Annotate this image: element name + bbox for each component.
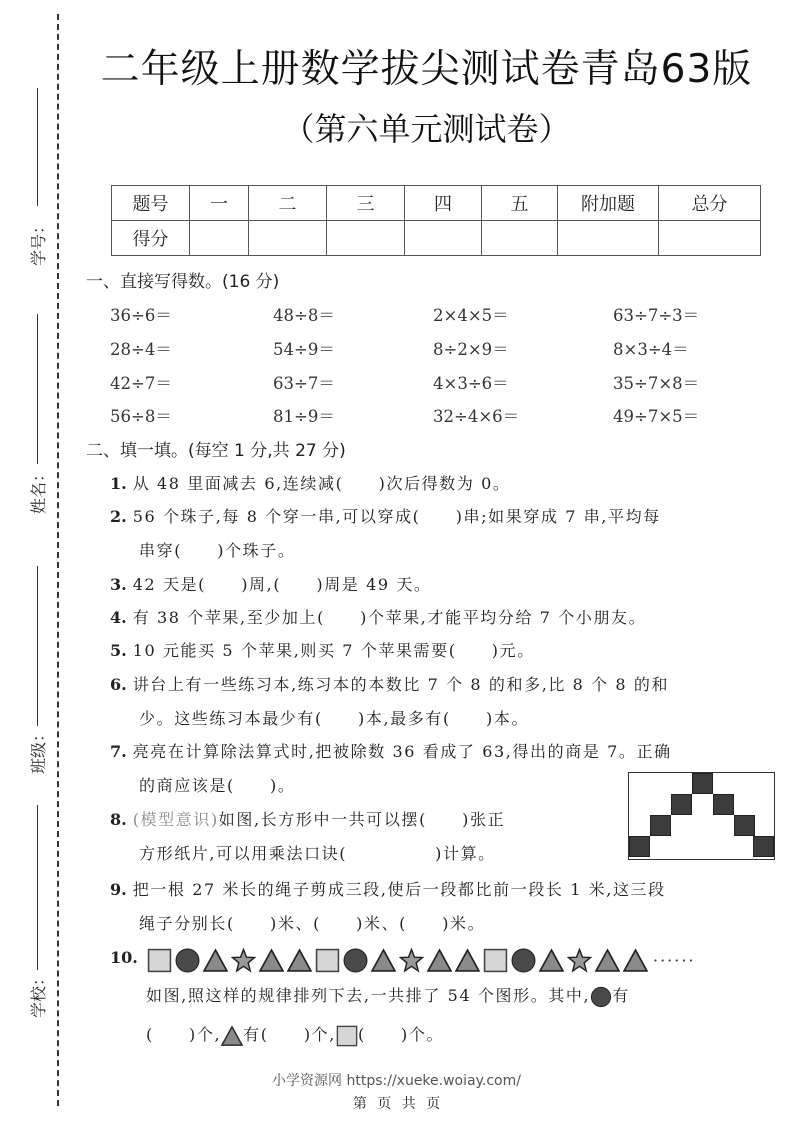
question-text: 有 38 个苹果,至少加上( )个苹果,才能平均分给 7 个小朋友。 <box>132 608 647 627</box>
calc-item: 35÷7×8＝ <box>613 374 700 393</box>
triangle-icon <box>202 947 229 974</box>
triangle-icon <box>286 947 313 974</box>
class-line[interactable] <box>37 566 38 726</box>
score-input-cell[interactable] <box>659 221 761 256</box>
score-input-cell[interactable] <box>327 221 405 256</box>
table-cell: 四 <box>405 186 482 221</box>
table-cell: 五 <box>482 186 558 221</box>
question-text: 如图,照这样的规律排列下去,一共排了 54 个图形。其中, <box>146 986 591 1005</box>
question-text: 10 元能买 5 个苹果,则买 7 个苹果需要( )元。 <box>132 641 535 660</box>
question-9-cont: 绳子分别长( )米、( )米、( )米。 <box>139 914 486 933</box>
star-icon <box>398 947 425 974</box>
square-icon <box>482 947 509 974</box>
triangle-icon <box>622 947 649 974</box>
triangle-icon <box>426 947 453 974</box>
ellipsis: ······ <box>653 950 696 970</box>
square-icon <box>314 947 341 974</box>
filled-square <box>650 815 671 836</box>
question-6-cont: 少。这些练习本最少有( )本,最多有( )本。 <box>139 709 530 728</box>
question-number: 6. <box>110 675 127 694</box>
calc-item: 56÷8＝ <box>110 407 172 426</box>
question-text: 讲台上有一些练习本,练习本的本数比 7 个 8 的和多,比 8 个 8 的和 <box>132 675 670 694</box>
page-subtitle: （第六单元测试卷） <box>282 110 571 148</box>
question-7-cont: 的商应该是( )。 <box>139 776 296 795</box>
calc-item: 32÷4×6＝ <box>433 407 520 426</box>
calc-item: 49÷7×5＝ <box>613 407 700 426</box>
question-3 <box>110 572 432 595</box>
question-number: 10. <box>110 948 138 967</box>
circle-icon <box>590 986 612 1008</box>
table-cell: 得分 <box>112 221 190 256</box>
name-label: 姓名： <box>28 465 48 514</box>
school-label: 学校： <box>28 969 48 1018</box>
question-1 <box>110 471 511 494</box>
question-5 <box>110 638 535 661</box>
square-icon <box>146 947 173 974</box>
question-10-line2 <box>146 1022 444 1047</box>
star-icon <box>566 947 593 974</box>
calc-item: 81÷9＝ <box>273 407 335 426</box>
score-input-cell[interactable] <box>249 221 327 256</box>
score-input-cell[interactable] <box>482 221 558 256</box>
question-number: 2. <box>110 507 127 526</box>
question-10-number <box>110 948 144 967</box>
score-table-header-row <box>112 186 761 221</box>
calc-item: 36÷6＝ <box>110 306 172 325</box>
score-table-score-row <box>112 221 761 256</box>
calc-item: 63÷7÷3＝ <box>613 306 700 325</box>
table-cell: 二 <box>249 186 327 221</box>
calc-item: 63÷7＝ <box>273 374 335 393</box>
section2-heading: 二、填一填。(每空 1 分,共 27 分) <box>86 441 346 461</box>
filled-square <box>734 815 755 836</box>
question-8 <box>110 807 505 830</box>
question-text: ( )个。 <box>357 1025 445 1044</box>
table-cell: 三 <box>327 186 405 221</box>
question-number: 7. <box>110 742 127 761</box>
calc-item: 8×3÷4＝ <box>613 340 689 359</box>
calc-item: 54÷9＝ <box>273 340 335 359</box>
circle-icon <box>342 947 369 974</box>
table-cell: 题号 <box>112 186 190 221</box>
table-cell: 附加题 <box>558 186 659 221</box>
question-2 <box>110 504 661 527</box>
school-line[interactable] <box>37 805 38 970</box>
table-cell: 总分 <box>659 186 761 221</box>
question-text: 如图,长方形中一共可以摆( )张正 <box>218 810 506 829</box>
question-tag: (模型意识) <box>132 810 219 829</box>
question-8-cont: 方形纸片,可以用乘法口诀( )计算。 <box>139 844 496 863</box>
filled-square <box>692 773 713 794</box>
calc-item: 2×4×5＝ <box>433 306 509 325</box>
question-text: 亮亮在计算除法算式时,把被除数 36 看成了 63,得出的商是 7。正确 <box>132 742 672 761</box>
circle-icon <box>510 947 537 974</box>
triangle-icon <box>594 947 621 974</box>
page-title: 二年级上册数学拔尖测试卷青岛63版 <box>100 47 753 92</box>
star-icon <box>230 947 257 974</box>
rectangle-figure <box>628 772 775 860</box>
question-6 <box>110 672 669 695</box>
table-cell: 一 <box>190 186 249 221</box>
triangle-icon <box>538 947 565 974</box>
score-input-cell[interactable] <box>558 221 659 256</box>
score-input-cell[interactable] <box>405 221 482 256</box>
question-number: 5. <box>110 641 127 660</box>
footer-source: 小学资源网 https://xueke.woiay.com/ <box>272 1073 521 1089</box>
filled-square <box>629 836 650 857</box>
question-text: 把一根 27 米长的绳子剪成三段,使后一段都比前一段长 1 米,这三段 <box>132 880 666 899</box>
question-7 <box>110 739 672 762</box>
triangle-icon <box>258 947 285 974</box>
score-input-cell[interactable] <box>190 221 249 256</box>
triangle-icon <box>370 947 397 974</box>
student-id-label: 学号： <box>28 217 48 266</box>
question-number: 1. <box>110 474 127 493</box>
question-text: 有 <box>612 986 630 1005</box>
question-4 <box>110 605 646 628</box>
filled-square <box>753 836 774 857</box>
question-text: ( )个, <box>146 1025 222 1044</box>
question-text: 42 天是( )周,( )周是 49 天。 <box>132 575 432 594</box>
triangle-icon <box>454 947 481 974</box>
binding-dashed-line <box>57 14 59 1106</box>
question-text: 56 个珠子,每 8 个穿一串,可以穿成( )串;如果穿成 7 串,平均每 <box>132 507 661 526</box>
question-number: 8. <box>110 810 127 829</box>
score-table <box>111 185 761 256</box>
circle-icon <box>174 947 201 974</box>
filled-square <box>671 794 692 815</box>
calc-item: 8÷2×9＝ <box>433 340 509 359</box>
calc-item: 48÷8＝ <box>273 306 335 325</box>
question-10-line1 <box>146 983 630 1008</box>
question-2-cont: 串穿( )个珠子。 <box>139 541 296 560</box>
question-text: 有( )个, <box>243 1025 336 1044</box>
calc-item: 28÷4＝ <box>110 340 172 359</box>
triangle-icon <box>221 1025 243 1047</box>
name-line[interactable] <box>37 314 38 464</box>
calc-item: 42÷7＝ <box>110 374 172 393</box>
question-number: 3. <box>110 575 127 594</box>
filled-square <box>713 794 734 815</box>
question-9 <box>110 877 666 900</box>
section1-heading: 一、直接写得数。(16 分) <box>86 272 280 292</box>
shape-sequence <box>146 945 696 975</box>
calc-item: 4×3÷6＝ <box>433 374 509 393</box>
question-number: 9. <box>110 880 127 899</box>
class-label: 班级： <box>28 725 48 774</box>
footer-page-number: 第 页 共 页 <box>352 1096 441 1112</box>
question-text: 从 48 里面减去 6,连续减( )次后得数为 0。 <box>132 474 511 493</box>
square-icon <box>336 1025 358 1047</box>
question-number: 4. <box>110 608 127 627</box>
